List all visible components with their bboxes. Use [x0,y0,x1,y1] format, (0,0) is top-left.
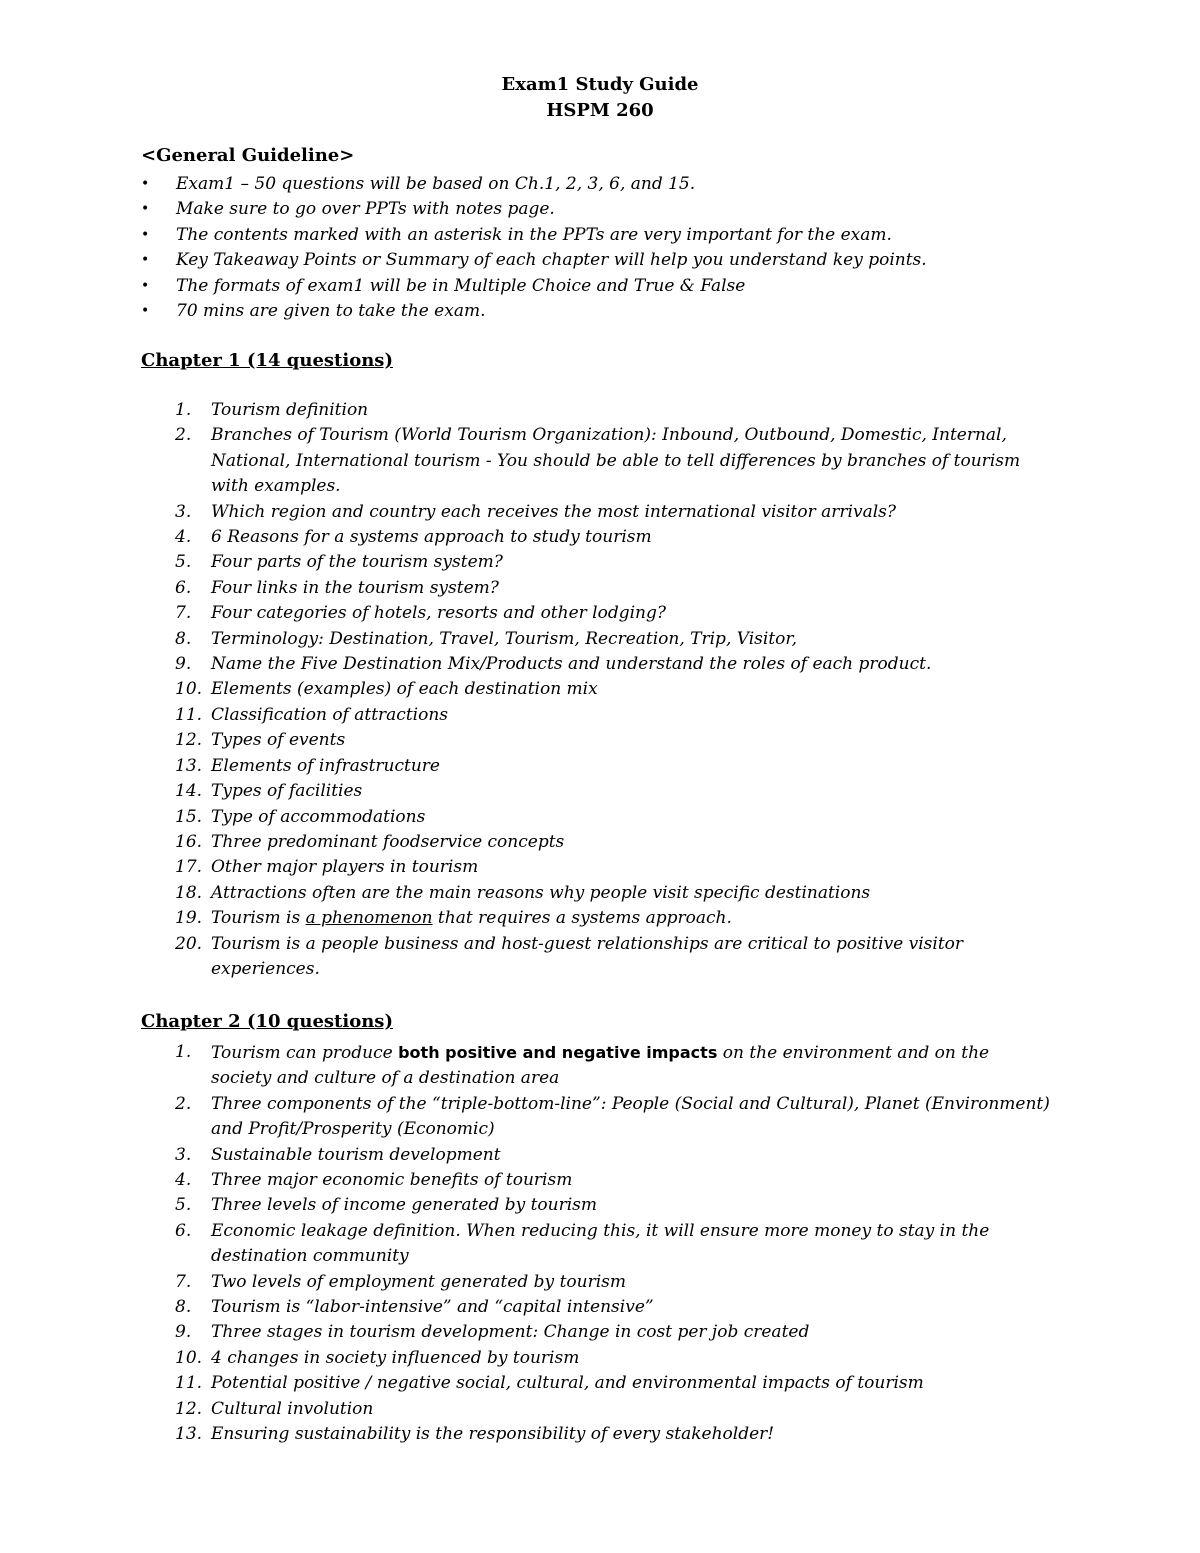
item-text: Tourism is “labor-intensive” and “capital intensive” [211,1297,654,1318]
chapter1-item [141,550,1051,575]
chapter1-item [141,932,1051,983]
chapter1-item [141,677,1051,702]
item-number: 13. [175,755,203,776]
chapter2-item [141,1193,1051,1218]
chapter2-item [141,1295,1051,1320]
item-number: 9. [175,1322,192,1343]
item-text: Types of events [211,730,346,751]
chapter1-item [141,500,1051,525]
chapter1-item [141,728,1051,753]
item-number: 3. [175,1144,192,1165]
item-text: Attractions often are the main reasons why people visit specific destinations [211,882,871,903]
chapter1-item [141,754,1051,779]
chapter2-list [141,1040,1051,1448]
chapter2-item [141,1092,1051,1143]
course-code: HSPM 260 [546,100,654,121]
chapter1-item [141,855,1051,880]
item-text: 4 changes in society influenced by tourism [211,1347,580,1368]
guideline-text: The contents marked with an asterisk in the PPTs are very important for the exam. [176,224,892,245]
chapter2-heading: Chapter 2 (10 questions) [141,1011,393,1032]
chapter2-item [141,1371,1051,1396]
bullet-icon: • [141,252,150,269]
item-number: 7. [175,1271,192,1292]
chapter2-item [141,1168,1051,1193]
item-number: 1. [175,1042,192,1062]
item-text: Potential positive / negative social, cultural, and environmental impacts of tourism [211,1373,924,1394]
item-number: 7. [175,603,192,624]
item-text: Other major players in tourism [211,857,479,878]
item-number: 1. [175,400,192,420]
chapter1-item [141,703,1051,728]
item-text: Which region and country each receives the most international visitor arrivals? [211,501,896,522]
item-number: 17. [175,857,203,878]
item-number: 16. [175,831,203,852]
chapter1-item [141,906,1051,931]
general-guideline-list [141,172,927,324]
item-number: 5. [175,552,192,573]
item-number: 2. [175,1093,192,1114]
guideline-item [141,172,927,197]
guideline-item [141,299,927,324]
bullet-icon: • [141,226,150,243]
item-text: Types of facilities [211,781,363,802]
chapter2-item [141,1346,1051,1371]
item-number: 12. [175,730,203,751]
item-text-underlined: a phenomenon [305,908,433,929]
chapter1-item [141,779,1051,804]
item-text: Tourism is a people business and host-guest relationships are critical to positive visitor experiences. [211,933,964,979]
guideline-text: Exam1 – 50 questions will be based on Ch.1, 2, 3, 6, and 15. [176,174,696,194]
item-number: 8. [175,1297,192,1318]
item-text-post: on the environment and on the society and culture of a destination area [211,1043,990,1089]
guideline-item [141,223,927,248]
item-number: 3. [175,501,192,522]
item-text: Sustainable tourism development [211,1144,501,1165]
item-text: Name the Five Destination Mix/Products and understand the roles of each product. [211,654,932,675]
guideline-item [141,197,927,222]
guideline-item [141,248,927,273]
item-text: Three stages in tourism development: Change in cost per job created [211,1322,810,1343]
chapter1-item [141,881,1051,906]
chapter2-item [141,1219,1051,1270]
bullet-icon: • [141,277,150,294]
general-guideline-heading: <General Guideline> [141,145,355,166]
item-number: 2. [175,425,192,446]
chapter1-item [141,576,1051,601]
item-text: Two levels of employment generated by tourism [211,1271,626,1292]
item-number: 10. [175,679,203,700]
item-number: 4. [175,1170,192,1191]
item-number: 10. [175,1347,203,1368]
chapter2-item [141,1320,1051,1345]
item-number: 5. [175,1195,192,1216]
item-text: Terminology: Destination, Travel, Tourism, Recreation, Trip, Visitor, [211,628,798,649]
guideline-text: Key Takeaway Points or Summary of each chapter will help you understand key points. [176,250,927,271]
doc-title: Exam1 Study Guide [501,74,699,95]
item-text: Four links in the tourism system? [211,577,499,598]
item-text: Elements (examples) of each destination mix [211,679,598,700]
item-number: 19. [175,908,203,929]
chapter2-item [141,1270,1051,1295]
item-text: Four categories of hotels, resorts and other lodging? [211,603,666,624]
item-text-pre: Tourism can produce [211,1043,399,1063]
item-text: Three major economic benefits of tourism [211,1170,573,1191]
item-number: 15. [175,806,203,827]
item-text: Elements of infrastructure [211,755,440,776]
chapter1-item [141,652,1051,677]
chapter2-item [141,1143,1051,1168]
item-text: Cultural involution [211,1398,374,1419]
chapter1-item [141,601,1051,626]
item-number: 8. [175,628,192,649]
item-text: 6 Reasons for a systems approach to study tourism [211,527,652,548]
chapter2-item [141,1397,1051,1422]
guideline-item [141,274,927,299]
guideline-text: 70 mins are given to take the exam. [176,300,486,321]
chapter2-item [141,1040,1051,1092]
chapter2-item [141,1422,1051,1447]
chapter1-heading: Chapter 1 (14 questions) [141,350,393,371]
bullet-icon: • [141,302,150,319]
item-number: 4. [175,527,192,548]
chapter1-item [141,398,1051,423]
item-number: 20. [175,933,203,954]
chapter1-item [141,525,1051,550]
item-number: 14. [175,781,203,802]
bullet-icon: • [141,201,150,218]
item-text: Classification of attractions [211,704,449,725]
bullet-icon: • [141,176,150,192]
item-text: Economic leakage definition. When reducing this, it will ensure more money to stay in the destination community [211,1220,990,1267]
item-text: Ensuring sustainability is the responsibility of every stakeholder! [211,1424,775,1445]
guideline-text: Make sure to go over PPTs with notes page. [176,199,555,220]
item-text-bold: both positive and negative impacts [398,1043,718,1062]
chapter1-item [141,830,1051,855]
item-text: Type of accommodations [211,806,426,827]
chapter1-item [141,805,1051,830]
item-number: 12. [175,1398,203,1419]
item-number: 18. [175,882,203,903]
chapter1-list [141,398,1051,982]
item-text: Tourism definition [211,400,369,420]
item-number: 6. [175,1220,192,1241]
item-text-post: that requires a systems approach. [432,908,732,929]
guideline-text: The formats of exam1 will be in Multiple Choice and True & False [176,275,746,296]
item-number: 13. [175,1424,203,1445]
chapter1-item [141,627,1051,652]
item-number: 9. [175,654,192,675]
item-number: 11. [175,704,203,725]
item-text: Branches of Tourism (World Tourism Organization): Inbound, Outbound, Domestic, Internal, National, International tourism - You should be able to tell differences by branches of tourism with examples. [211,425,1021,497]
chapter1-item [141,423,1051,499]
item-number: 11. [175,1373,203,1394]
item-text: Three levels of income generated by tourism [211,1195,598,1216]
item-text: Three components of the “triple-bottom-line”: People (Social and Cultural), Planet (Environment) and Profit/Prosperity (Economic) [211,1093,1050,1140]
item-text-pre: Tourism is [211,908,306,929]
item-text: Three predominant foodservice concepts [211,831,565,852]
item-number: 6. [175,577,192,598]
item-text: Four parts of the tourism system? [211,552,503,573]
